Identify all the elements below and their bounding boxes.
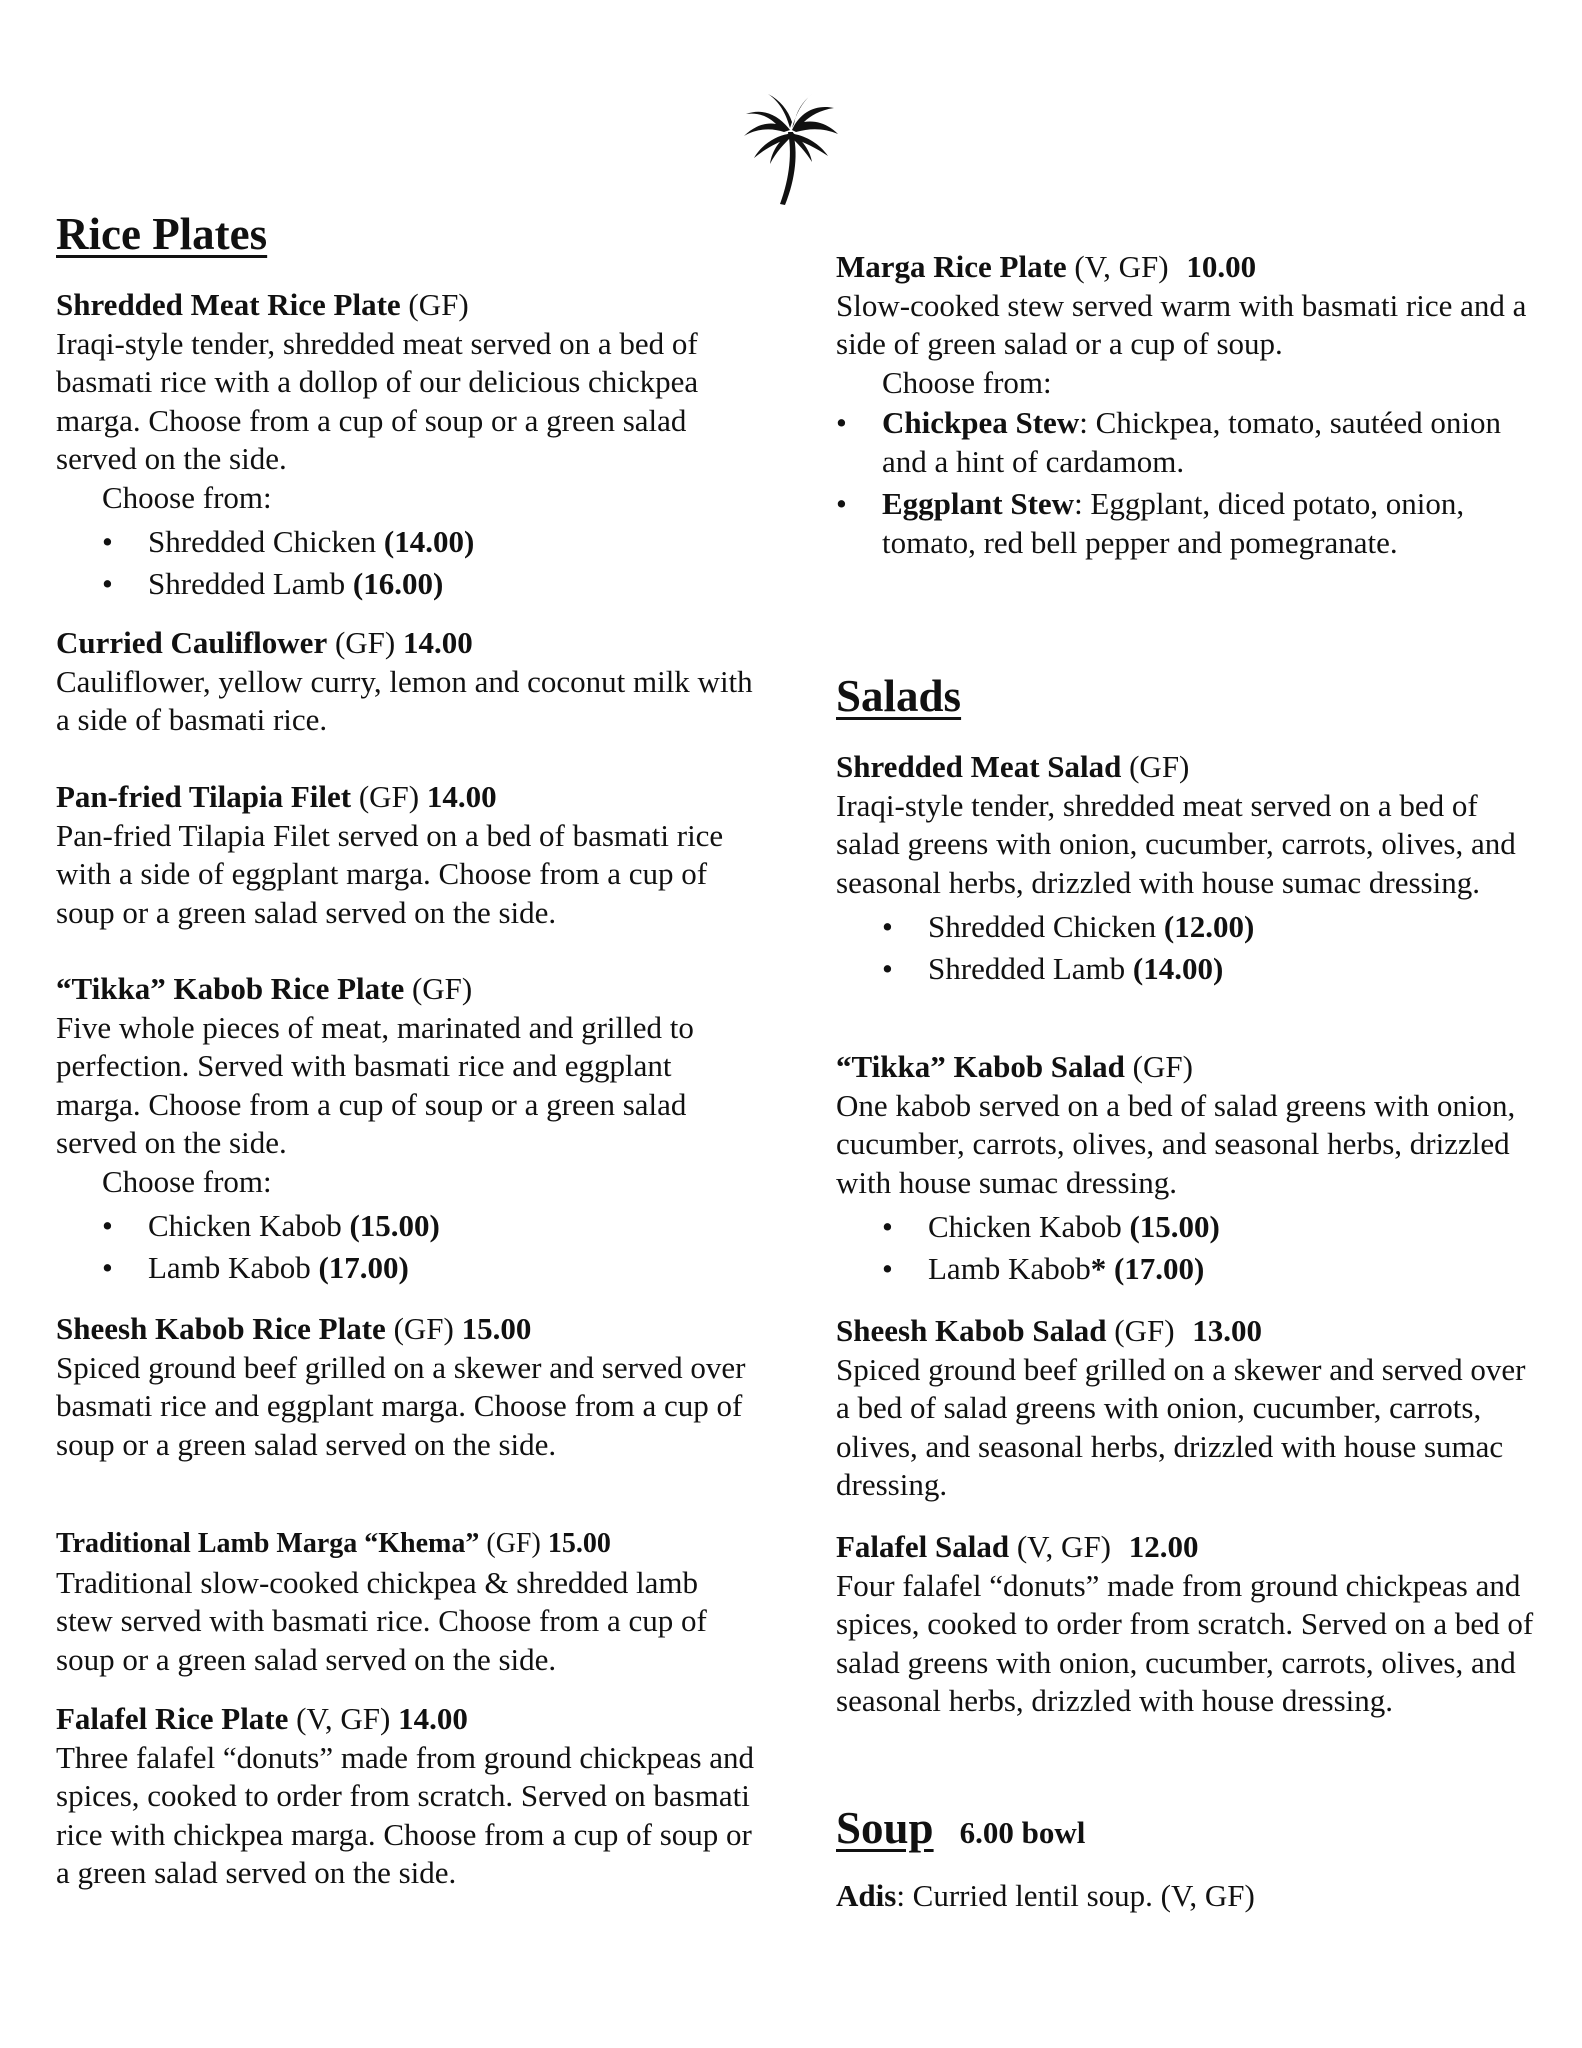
bullet-icon: • xyxy=(882,951,893,986)
option-price: (16.00) xyxy=(352,566,444,601)
bullet-icon: • xyxy=(836,405,847,440)
option-list xyxy=(56,521,756,605)
list-item xyxy=(56,521,756,563)
item-description: One kabob served on a bed of salad greens with onion, cucumber, carrots, olives, and seasonal herbs, drizzled with house sumac dressing. xyxy=(836,1087,1516,1200)
stew-name: Chickpea Stew xyxy=(882,405,1080,440)
item-tag: (GF) xyxy=(1114,1313,1175,1348)
item-description: Spiced ground beef grilled on a skewer and served over basmati rice and eggplant marga. Choose from a cup of soup or a green salad served on the side. xyxy=(56,1349,746,1462)
item-heading xyxy=(836,248,1536,287)
menu-item-marga-rice-plate xyxy=(836,248,1536,566)
item-tag: (GF) xyxy=(1129,749,1190,784)
list-item xyxy=(836,1206,1536,1248)
bullet-icon: • xyxy=(102,524,113,559)
item-heading xyxy=(56,778,756,817)
stew-description: : Eggplant, diced potato, onion, tomato, red bell pepper and pomegranate. xyxy=(882,486,1465,560)
soup-title: Soup xyxy=(836,1803,934,1853)
item-name: Shredded Meat Rice Plate xyxy=(56,287,401,322)
option-price: * (17.00) xyxy=(1090,1251,1205,1286)
item-price: 12.00 xyxy=(1128,1529,1199,1564)
item-description: Five whole pieces of meat, marinated and grilled to perfection. Served with basmati rice and eggplant marga. Choose from a cup of soup or a green salad served on the side. xyxy=(56,1009,694,1160)
item-heading xyxy=(56,970,756,1009)
item-tag: (V, GF) xyxy=(1016,1529,1112,1564)
option-price: (15.00) xyxy=(1129,1209,1220,1244)
item-tag: (GF) xyxy=(411,971,473,1006)
option-label: Shredded Lamb xyxy=(928,951,1133,986)
menu-item-tilapia-filet xyxy=(56,778,756,932)
salads-title: Salads xyxy=(836,671,962,721)
option-price: (14.00) xyxy=(1132,951,1224,986)
menu-item-shredded-meat-rice-plate xyxy=(56,286,756,605)
option-price: (15.00) xyxy=(349,1208,440,1243)
menu-item-sheesh-kabob-rice-plate xyxy=(56,1310,756,1464)
item-tag: (GF) xyxy=(408,287,469,322)
option-price: (12.00) xyxy=(1163,909,1255,944)
item-name: “Tikka” Kabob Salad xyxy=(836,1049,1125,1084)
rice-plates-title: Rice Plates xyxy=(56,209,268,259)
list-item xyxy=(836,948,1536,990)
item-name: Falafel Salad xyxy=(836,1529,1010,1564)
item-tag: (V, GF) xyxy=(296,1701,391,1736)
item-price: 10.00 xyxy=(1186,249,1257,284)
menu-item-tikka-kabob-rice-plate xyxy=(56,970,756,1289)
item-name: Adis xyxy=(836,1878,897,1913)
option-list xyxy=(56,1205,756,1289)
item-name: Sheesh Kabob Rice Plate xyxy=(56,1311,386,1346)
item-description: Slow-cooked stew served warm with basmati rice and a side of green salad or a cup of soup. xyxy=(836,287,1527,361)
item-tag: (GF) xyxy=(358,779,420,814)
option-label: Shredded Chicken xyxy=(148,524,384,559)
menu-item-sheesh-kabob-salad xyxy=(836,1312,1536,1505)
item-description: Traditional slow-cooked chickpea & shredded lamb stew served with basmati rice. Choose from a cup of soup or a green salad served on the side. xyxy=(56,1564,707,1677)
choose-from-label: Choose from: xyxy=(882,364,1052,400)
soup-item-adis xyxy=(836,1878,1255,1914)
menu-item-tikka-kabob-salad xyxy=(836,1048,1536,1290)
item-name: Sheesh Kabob Salad xyxy=(836,1313,1107,1348)
item-tag: (V, GF) xyxy=(1074,249,1169,284)
item-tag: (GF) xyxy=(486,1528,541,1559)
list-item xyxy=(836,906,1536,948)
choose-from-label: Choose from: xyxy=(102,1163,272,1199)
list-item xyxy=(836,404,1536,481)
item-heading xyxy=(56,1310,756,1349)
option-list xyxy=(836,1206,1536,1290)
item-description: Iraqi-style tender, shredded meat served on a bed of basmati rice with a dollop of our delicious chickpea marga. Choose from a cup of soup or a green salad served on the side. xyxy=(56,325,699,476)
item-price: 15.00 xyxy=(547,1528,611,1559)
item-description: Pan-fried Tilapia Filet served on a bed of basmati rice with a side of eggplant marga. Choose from a cup of soup or a green salad served on the side. xyxy=(56,817,724,930)
list-item xyxy=(56,563,756,605)
option-label: Shredded Lamb xyxy=(148,566,353,601)
item-heading xyxy=(56,1525,756,1564)
palm-tree-icon xyxy=(740,92,840,207)
list-item xyxy=(56,1205,756,1247)
bullet-icon: • xyxy=(882,1251,893,1286)
list-item xyxy=(836,1248,1536,1290)
item-price: 14.00 xyxy=(403,625,473,660)
item-price: 15.00 xyxy=(461,1311,532,1346)
menu-item-shredded-meat-salad xyxy=(836,748,1536,990)
item-tag: (GF) xyxy=(1132,1049,1193,1084)
option-label: Shredded Chicken xyxy=(928,909,1164,944)
option-label: Chicken Kabob xyxy=(148,1208,350,1243)
item-name: “Tikka” Kabob Rice Plate xyxy=(56,971,405,1006)
item-heading xyxy=(56,1700,756,1739)
item-heading xyxy=(56,286,756,325)
item-heading xyxy=(836,1048,1536,1087)
choose-from-label: Choose from: xyxy=(102,479,272,515)
item-name: Curried Cauliflower xyxy=(56,625,328,660)
item-name: Shredded Meat Salad xyxy=(836,749,1122,784)
item-price: 13.00 xyxy=(1192,1313,1263,1348)
item-description: Four falafel “donuts” made from ground chickpeas and spices, cooked to order from scratch. Served on a bed of salad greens with onion, cucumber, carrots, olives, and seasonal herbs, drizzled with house dressing. xyxy=(836,1567,1534,1718)
stew-list xyxy=(836,404,1536,562)
option-label: Lamb Kabob xyxy=(148,1250,319,1285)
list-item xyxy=(836,485,1536,562)
item-tag: (GF) xyxy=(393,1311,454,1346)
bullet-icon: • xyxy=(102,566,113,601)
item-description: Three falafel “donuts” made from ground chickpeas and spices, cooked to order from scratch. Served on basmati rice with chickpea marga. Choose from a cup of soup or a green salad served on the side. xyxy=(56,1739,755,1890)
option-label: Chicken Kabob xyxy=(928,1209,1130,1244)
menu-item-falafel-salad xyxy=(836,1528,1536,1721)
item-name: Pan-fried Tilapia Filet xyxy=(56,779,352,814)
bullet-icon: • xyxy=(102,1250,113,1285)
menu-item-falafel-rice-plate xyxy=(56,1700,756,1893)
item-heading xyxy=(836,748,1536,787)
menu-item-curried-cauliflower xyxy=(56,624,756,740)
soup-heading xyxy=(836,1802,1085,1854)
option-price: (14.00) xyxy=(383,524,475,559)
bullet-icon: • xyxy=(882,909,893,944)
option-label: Lamb Kabob xyxy=(928,1251,1091,1286)
item-description: Iraqi-style tender, shredded meat served on a bed of salad greens with onion, cucumber, carrots, olives, and seasonal herbs, drizzled with house sumac dressing. xyxy=(836,787,1516,900)
item-heading xyxy=(56,624,756,663)
bullet-icon: • xyxy=(882,1209,893,1244)
item-description: : Curried lentil soup. (V, GF) xyxy=(896,1878,1255,1913)
item-price: 14.00 xyxy=(426,779,497,814)
soup-price: 6.00 bowl xyxy=(959,1815,1086,1850)
item-heading xyxy=(836,1312,1536,1351)
bullet-icon: • xyxy=(102,1208,113,1243)
stew-description: : Chickpea, tomato, sautéed onion and a hint of cardamom. xyxy=(882,405,1502,479)
item-description: Cauliflower, yellow curry, lemon and coconut milk with a side of basmati rice. xyxy=(56,663,753,737)
menu-item-lamb-marga-khema xyxy=(56,1525,756,1679)
item-heading xyxy=(836,1528,1536,1567)
bullet-icon: • xyxy=(836,486,847,521)
item-name: Falafel Rice Plate xyxy=(56,1701,289,1736)
option-list xyxy=(836,906,1536,990)
item-price: 14.00 xyxy=(398,1701,468,1736)
item-name: Marga Rice Plate xyxy=(836,249,1067,284)
item-tag: (GF) xyxy=(334,625,396,660)
item-name: Traditional Lamb Marga “Khema” xyxy=(56,1528,480,1559)
stew-name: Eggplant Stew xyxy=(882,486,1075,521)
item-description: Spiced ground beef grilled on a skewer and served over a bed of salad greens with onion, cucumber, carrots, olives, and seasonal herbs, drizzled with house sumac dressing. xyxy=(836,1351,1526,1502)
list-item xyxy=(56,1247,756,1289)
option-price: (17.00) xyxy=(318,1250,409,1285)
